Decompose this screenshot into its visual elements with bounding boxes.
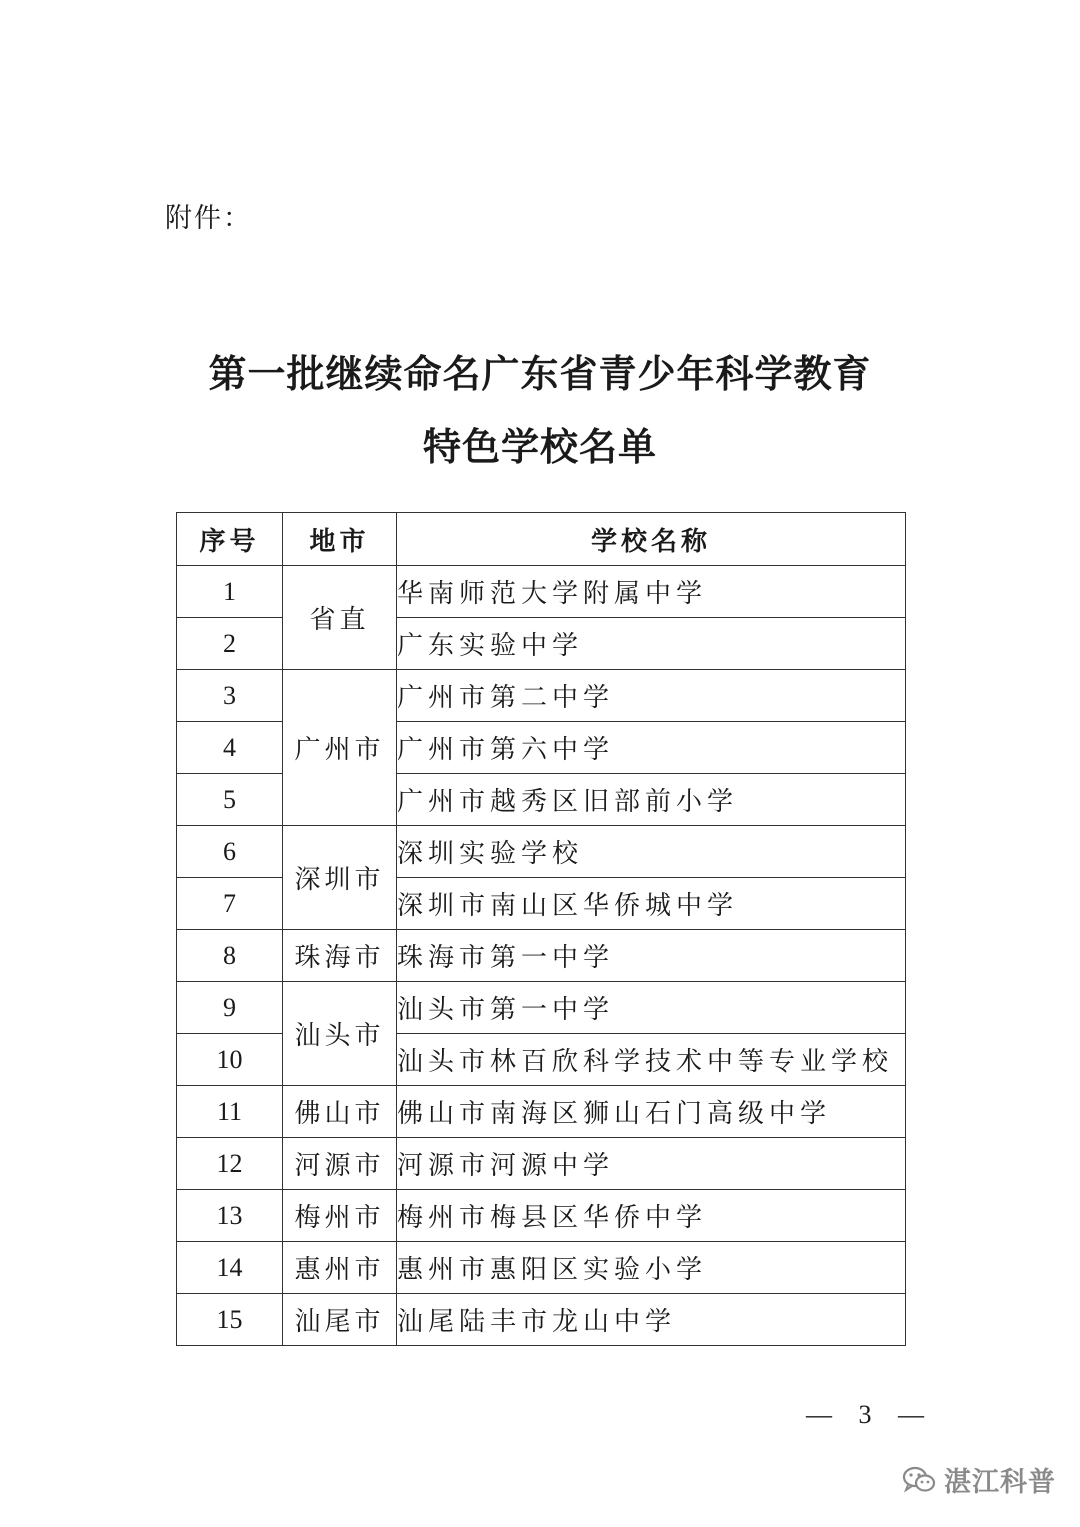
table-row xyxy=(177,826,906,878)
row-school-name: 汕头市第一中学 xyxy=(397,982,906,1034)
row-school-name: 惠州市惠阳区实验小学 xyxy=(397,1242,906,1294)
row-school-name: 华南师范大学附属中学 xyxy=(397,566,906,618)
watermark-text: 湛江科普 xyxy=(944,1467,1056,1498)
header-index: 序号 xyxy=(177,513,283,566)
header-school-name: 学校名称 xyxy=(397,513,906,566)
table-row xyxy=(177,1086,906,1138)
row-index: 9 xyxy=(177,982,283,1034)
table-header-row xyxy=(177,513,906,566)
row-school-name: 广州市第二中学 xyxy=(397,670,906,722)
row-school-name: 河源市河源中学 xyxy=(397,1138,906,1190)
row-city: 河源市 xyxy=(283,1138,397,1190)
row-city: 佛山市 xyxy=(283,1086,397,1138)
row-index: 6 xyxy=(177,826,283,878)
row-index: 8 xyxy=(177,930,283,982)
header-city: 地市 xyxy=(283,513,397,566)
row-school-name: 深圳市南山区华侨城中学 xyxy=(397,878,906,930)
row-school-name: 广州市越秀区旧部前小学 xyxy=(397,774,906,826)
row-school-name: 广东实验中学 xyxy=(397,618,906,670)
row-index: 13 xyxy=(177,1190,283,1242)
table-row xyxy=(177,1190,906,1242)
table-row xyxy=(177,930,906,982)
row-city: 省直 xyxy=(283,566,397,670)
row-city: 广州市 xyxy=(283,670,397,826)
row-city: 珠海市 xyxy=(283,930,397,982)
row-index: 14 xyxy=(177,1242,283,1294)
row-index: 1 xyxy=(177,566,283,618)
row-index: 7 xyxy=(177,878,283,930)
row-school-name: 汕头市林百欣科学技术中等专业学校 xyxy=(397,1034,906,1086)
row-school-name: 梅州市梅县区华侨中学 xyxy=(397,1190,906,1242)
row-school-name: 佛山市南海区狮山石门高级中学 xyxy=(397,1086,906,1138)
row-school-name: 广州市第六中学 xyxy=(397,722,906,774)
table-row xyxy=(177,1242,906,1294)
row-school-name: 珠海市第一中学 xyxy=(397,930,906,982)
row-school-name: 深圳实验学校 xyxy=(397,826,906,878)
attachment-label: 附件： xyxy=(165,203,252,234)
watermark xyxy=(902,1460,1056,1499)
wechat-icon xyxy=(902,1466,936,1494)
document-title-line-1: 第一批继续命名广东省青少年科学教育 xyxy=(208,351,872,396)
row-index: 2 xyxy=(177,618,283,670)
table-row xyxy=(177,1294,906,1346)
row-index: 11 xyxy=(177,1086,283,1138)
row-city: 梅州市 xyxy=(283,1190,397,1242)
page-number: — 3 — xyxy=(806,1400,934,1429)
row-index: 12 xyxy=(177,1138,283,1190)
row-school-name: 汕尾陆丰市龙山中学 xyxy=(397,1294,906,1346)
row-city: 深圳市 xyxy=(283,826,397,930)
row-city: 惠州市 xyxy=(283,1242,397,1294)
table-row xyxy=(177,1138,906,1190)
document-title-line-2: 特色学校名单 xyxy=(422,424,657,469)
table-row xyxy=(177,670,906,722)
row-index: 5 xyxy=(177,774,283,826)
row-city: 汕尾市 xyxy=(283,1294,397,1346)
row-index: 3 xyxy=(177,670,283,722)
table-row xyxy=(177,566,906,618)
table-row xyxy=(177,982,906,1034)
school-list-table xyxy=(176,512,906,1346)
row-city: 汕头市 xyxy=(283,982,397,1086)
row-index: 10 xyxy=(177,1034,283,1086)
row-index: 4 xyxy=(177,722,283,774)
row-index: 15 xyxy=(177,1294,283,1346)
table-body xyxy=(177,566,906,1346)
